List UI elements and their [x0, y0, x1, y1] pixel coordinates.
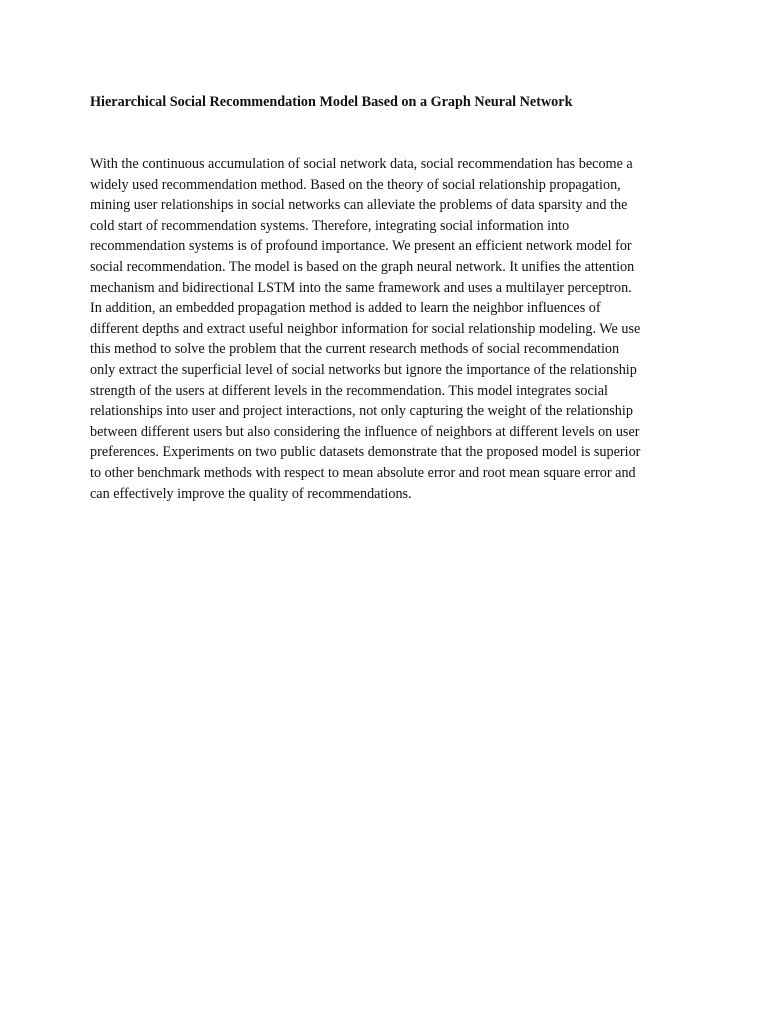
abstract-line: can effectively improve the quality of recommendations.	[90, 485, 412, 502]
abstract-line: preferences. Experiments on two public datasets demonstrate that the proposed model is superior	[90, 444, 641, 461]
abstract-line: mining user relationships in social networks can alleviate the problems of data sparsity and the	[90, 197, 628, 214]
abstract-line: to other benchmark methods with respect to mean absolute error and root mean square error and	[90, 464, 636, 481]
abstract-line: only extract the superficial level of social networks but ignore the importance of the relationship	[90, 361, 637, 378]
abstract-line: cold start of recommendation systems. Therefore, integrating social information into	[90, 217, 570, 234]
abstract-paragraph	[90, 154, 680, 504]
abstract-line: social recommendation. The model is based on the graph neural network. It unifies the attention	[90, 258, 635, 275]
abstract-line: relationships into user and project interactions, not only capturing the weight of the relationship	[90, 403, 633, 420]
abstract-line: this method to solve the problem that the current research methods of social recommendation	[90, 341, 620, 358]
abstract-line: In addition, an embedded propagation method is added to learn the neighbor influences of	[90, 300, 601, 317]
abstract-line: between different users but also considering the influence of neighbors at different levels on user	[90, 423, 640, 440]
document-title: Hierarchical Social Recommendation Model Based on a Graph Neural Network	[90, 94, 573, 110]
abstract-line: different depths and extract useful neighbor information for social relationship modeling. We use	[90, 320, 641, 337]
abstract-line: recommendation systems is of profound importance. We present an efficient network model for	[90, 238, 632, 255]
abstract-line: widely used recommendation method. Based on the theory of social relationship propagation,	[90, 176, 621, 193]
abstract-line: With the continuous accumulation of social network data, social recommendation has become a	[90, 156, 633, 172]
abstract-line: strength of the users at different levels in the recommendation. This model integrates social	[90, 382, 608, 399]
abstract-line: mechanism and bidirectional LSTM into the same framework and uses a multilayer perceptron.	[90, 279, 632, 296]
